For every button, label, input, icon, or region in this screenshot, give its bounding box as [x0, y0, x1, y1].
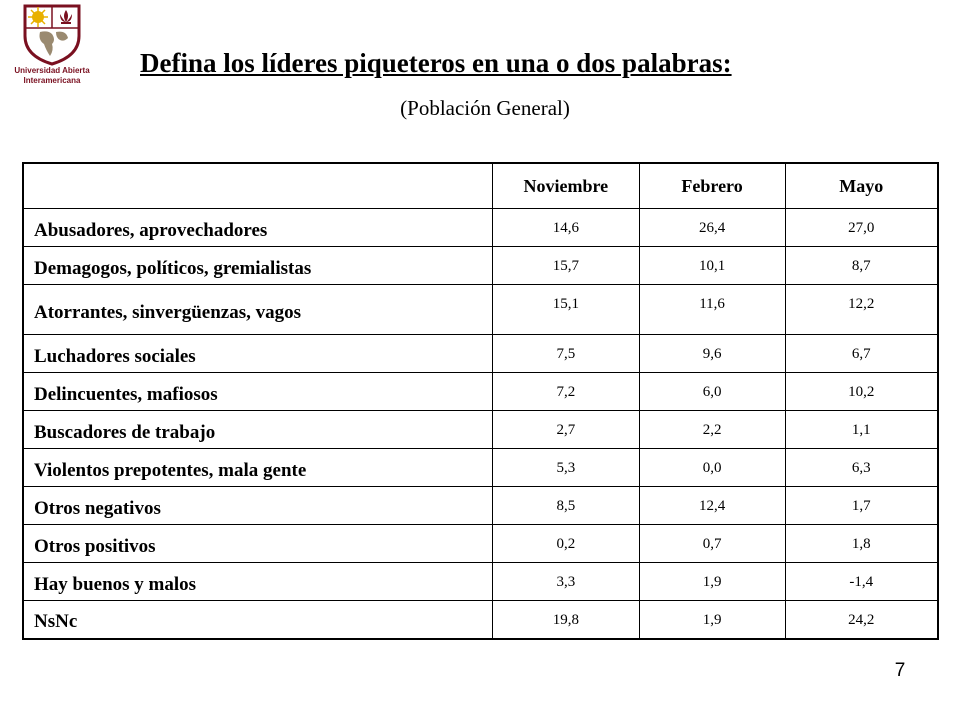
table-row [23, 247, 938, 285]
table-row [23, 563, 938, 601]
row-label: Delincuentes, mafiosos [23, 373, 493, 411]
table-row [23, 601, 938, 639]
logo-line-2: Interamericana [23, 76, 81, 85]
value-mayo: 8,7 [785, 247, 938, 285]
value-mayo: 24,2 [785, 601, 938, 639]
value-mayo: -1,4 [785, 563, 938, 601]
row-label: NsNc [23, 601, 493, 639]
value-noviembre: 15,7 [493, 247, 640, 285]
value-noviembre: 8,5 [493, 487, 640, 525]
table-row [23, 487, 938, 525]
row-label: Luchadores sociales [23, 335, 493, 373]
value-febrero: 6,0 [639, 373, 785, 411]
value-febrero: 26,4 [639, 209, 785, 247]
row-label: Otros negativos [23, 487, 493, 525]
value-mayo: 1,7 [785, 487, 938, 525]
value-mayo: 6,7 [785, 335, 938, 373]
logo-line-1: Universidad Abierta [14, 66, 90, 75]
table-header-row [23, 163, 938, 209]
value-mayo: 27,0 [785, 209, 938, 247]
table-row [23, 411, 938, 449]
value-febrero: 0,7 [639, 525, 785, 563]
table-row [23, 285, 938, 335]
row-label: Atorrantes, sinvergüenzas, vagos [23, 285, 493, 335]
row-label: Violentos prepotentes, mala gente [23, 449, 493, 487]
value-febrero: 12,4 [639, 487, 785, 525]
value-noviembre: 7,5 [493, 335, 640, 373]
table-body [23, 209, 938, 639]
value-mayo: 10,2 [785, 373, 938, 411]
value-noviembre: 15,1 [493, 285, 640, 335]
value-mayo: 12,2 [785, 285, 938, 335]
value-febrero: 10,1 [639, 247, 785, 285]
value-mayo: 6,3 [785, 449, 938, 487]
value-febrero: 0,0 [639, 449, 785, 487]
value-noviembre: 14,6 [493, 209, 640, 247]
row-label: Demagogos, políticos, gremialistas [23, 247, 493, 285]
header-febrero: Febrero [639, 163, 785, 209]
value-febrero: 9,6 [639, 335, 785, 373]
row-label: Hay buenos y malos [23, 563, 493, 601]
page-subtitle: (Población General) [400, 96, 570, 120]
value-febrero: 1,9 [639, 563, 785, 601]
table-row [23, 335, 938, 373]
value-noviembre: 5,3 [493, 449, 640, 487]
page-title: Defina los líderes piqueteros en una o dos palabras: [140, 48, 732, 78]
value-noviembre: 0,2 [493, 525, 640, 563]
value-noviembre: 19,8 [493, 601, 640, 639]
row-label: Otros positivos [23, 525, 493, 563]
table-row [23, 525, 938, 563]
value-febrero: 1,9 [639, 601, 785, 639]
page-number: 7 [894, 660, 906, 681]
header-noviembre: Noviembre [493, 163, 640, 209]
table-row [23, 449, 938, 487]
table-row [23, 209, 938, 247]
value-mayo: 1,1 [785, 411, 938, 449]
table-row [23, 373, 938, 411]
row-label: Buscadores de trabajo [23, 411, 493, 449]
value-mayo: 1,8 [785, 525, 938, 563]
value-noviembre: 2,7 [493, 411, 640, 449]
header-empty [23, 163, 493, 209]
value-noviembre: 7,2 [493, 373, 640, 411]
results-table [22, 162, 939, 640]
header-mayo: Mayo [785, 163, 938, 209]
row-label: Abusadores, aprovechadores [23, 209, 493, 247]
value-febrero: 2,2 [639, 411, 785, 449]
value-noviembre: 3,3 [493, 563, 640, 601]
shield-icon [22, 4, 82, 66]
university-logo [8, 4, 96, 96]
value-febrero: 11,6 [639, 285, 785, 335]
